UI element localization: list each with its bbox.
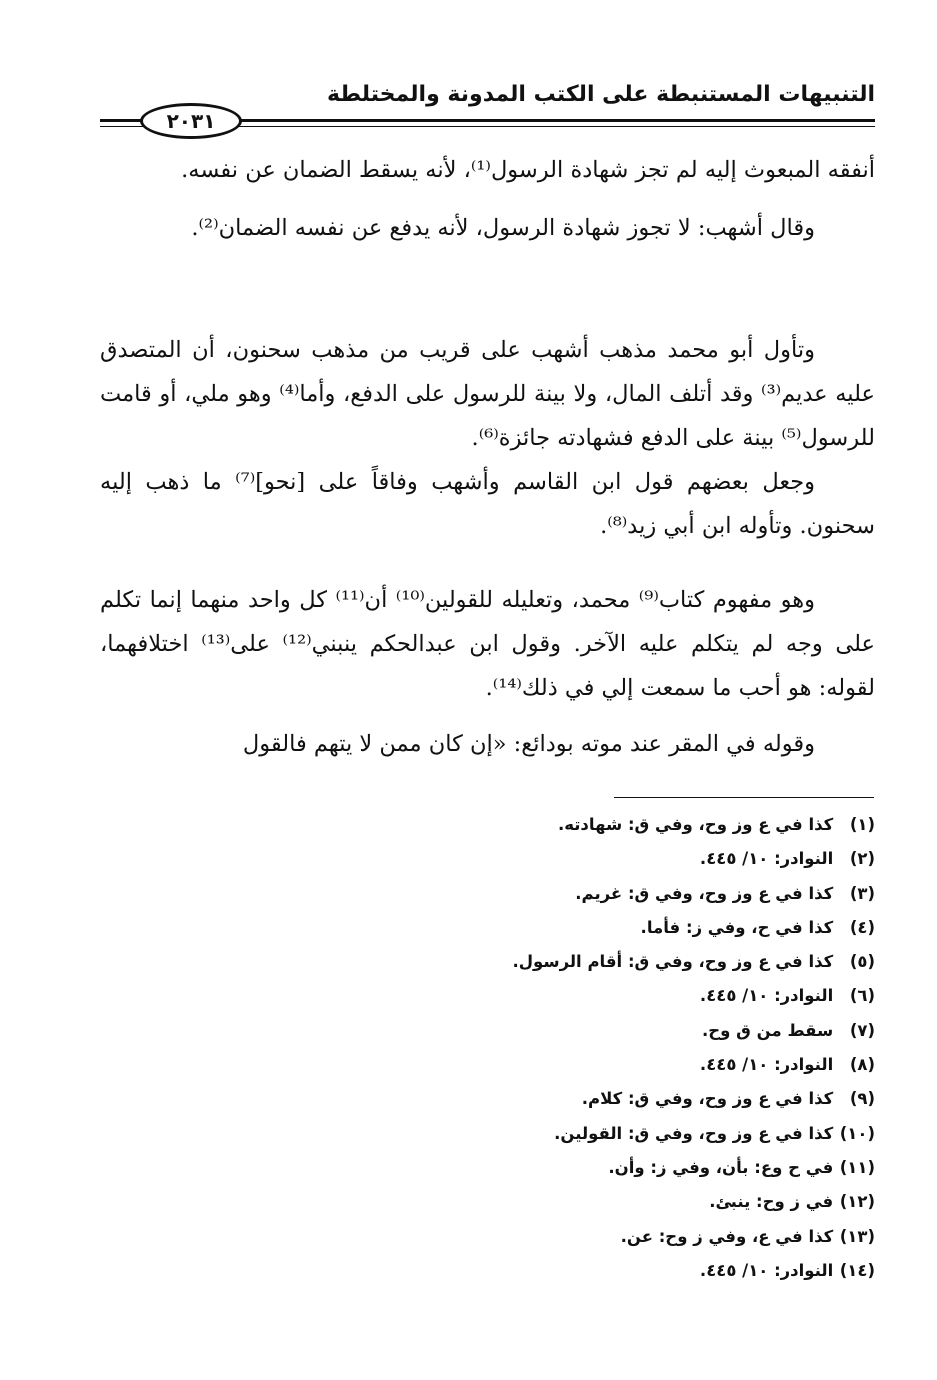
footnote-item bbox=[275, 1014, 875, 1048]
paragraph-6: وقوله في المقر عند موته بودائع: «إن كان ممن لا يتهم فالقول bbox=[242, 731, 815, 757]
footnote-text: النوادر: ١٠/ ٤٤٥. bbox=[699, 1055, 834, 1075]
footnote-item bbox=[275, 979, 875, 1013]
footnote-number: (١٠) bbox=[839, 1123, 875, 1143]
footnote-number: (٢) bbox=[849, 849, 875, 869]
footnote-text: كذا في ع وز وح، وفي ق: غريم. bbox=[575, 883, 834, 903]
footnote-item bbox=[275, 1082, 875, 1116]
footnote-number: (١٣) bbox=[839, 1226, 875, 1246]
footnote-item bbox=[275, 808, 875, 842]
footnote-item bbox=[275, 1048, 875, 1082]
footnote-item bbox=[275, 877, 875, 911]
footnote-text: كذا في ح، وفي ز: فأما. bbox=[640, 917, 834, 937]
paragraph-3: وتأول أبو محمد مذهب أشهب على قريب من مذهب سحنون، أن المتصدق عليه عديم⁽³⁾ وقد أتلف المال، ولا بينة للرسول على الدفع، وأما⁽⁴⁾ وهو ملي، أو قامت للرسول⁽⁵⁾ بينة على الدفع فشهادته جائزة⁽⁶⁾. bbox=[100, 337, 875, 451]
footnote-item bbox=[275, 842, 875, 876]
footnote-item bbox=[275, 1220, 875, 1254]
running-title: التنبيهات المستنبطة على الكتب المدونة والمختلطة bbox=[326, 82, 875, 107]
footnote-item bbox=[275, 1185, 875, 1219]
paragraph-5: وهو مفهوم كتاب⁽⁹⁾ محمد، وتعليله للقولين⁽¹⁰⁾ أن⁽¹¹⁾ كل واحد منهما إنما تكلم على وجه لم يتكلم عليه الآخر. وقول ابن عبدالحكم ينبني⁽¹²⁾ على⁽¹³⁾ اختلافهما، لقوله: هو أحب ما سمعت إلي في ذلك⁽¹⁴⁾. bbox=[100, 587, 875, 701]
footnote-text: النوادر: ١٠/ ٤٤٥. bbox=[699, 1260, 834, 1280]
footnote-text: النوادر: ١٠/ ٤٤٥. bbox=[699, 849, 834, 869]
footnote-number: (١٤) bbox=[839, 1260, 875, 1280]
footnote-text: في ح وع: بأن، وفي ز: وأن. bbox=[608, 1157, 834, 1177]
footnote-item bbox=[275, 1151, 875, 1185]
paragraph-4: وجعل بعضهم قول ابن القاسم وأشهب وفاقاً على [نحو]⁽⁷⁾ ما ذهب إليه سحنون. وتأوله ابن أبي زيد⁽⁸⁾. bbox=[100, 469, 875, 539]
footnote-item bbox=[275, 911, 875, 945]
footnote-text: كذا في ع وز وح، وفي ق: شهادته. bbox=[557, 815, 834, 834]
footnote-number: (٦) bbox=[849, 986, 875, 1006]
footnote-item bbox=[275, 1117, 875, 1151]
footnote-number: (١) bbox=[849, 815, 875, 834]
footnote-number: (٣) bbox=[849, 883, 875, 903]
footnote-number: (١٢) bbox=[839, 1192, 875, 1212]
footnote-text: كذا في ع وز وح، وفي ق: القولين. bbox=[554, 1123, 834, 1143]
paragraph-2: وقال أشهب: لا تجوز شهادة الرسول، لأنه يدفع عن نفسه الضمان⁽²⁾. bbox=[191, 215, 815, 241]
footnote-number: (٩) bbox=[849, 1089, 875, 1109]
footnote-text: كذا في ع، وفي ز وح: عن. bbox=[620, 1226, 834, 1246]
footnote-number: (٥) bbox=[849, 952, 875, 972]
footnote-text: كذا في ع وز وح، وفي ق: أقام الرسول. bbox=[512, 952, 834, 972]
footnote-item bbox=[275, 945, 875, 979]
footnote-text: في ز وح: ينبئ. bbox=[709, 1192, 834, 1212]
footnote-text: كذا في ع وز وح، وفي ق: كلام. bbox=[581, 1089, 834, 1109]
footnote-number: (٨) bbox=[849, 1055, 875, 1075]
footnote-text: سقط من ق وح. bbox=[702, 1020, 834, 1040]
footnote-separator bbox=[614, 797, 874, 798]
footnote-number: (٤) bbox=[849, 917, 875, 937]
footnotes bbox=[275, 808, 875, 1288]
footnote-text: النوادر: ١٠/ ٤٤٥. bbox=[699, 986, 834, 1006]
footnote-number: (١١) bbox=[839, 1157, 875, 1177]
footnote-item bbox=[275, 1254, 875, 1288]
footnote-number: (٧) bbox=[849, 1020, 875, 1040]
page-number: ٢٠٣١ bbox=[140, 103, 242, 139]
paragraph-1: أنفقه المبعوث إليه لم تجز شهادة الرسول⁽¹⁾، لأنه يسقط الضمان عن نفسه. bbox=[181, 157, 875, 183]
